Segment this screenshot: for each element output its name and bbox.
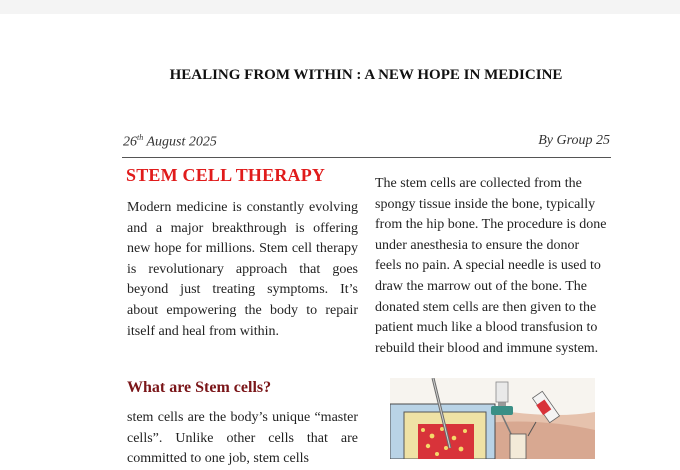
article-date	[123, 133, 217, 151]
section-heading-what-are-stem-cells: What are Stem cells?	[127, 379, 272, 396]
article-title: HEALING FROM WITHIN : A NEW HOPE IN MEDICINE	[169, 67, 563, 83]
date-rest: August 2025	[143, 134, 217, 150]
bone-marrow-illustration	[390, 378, 595, 459]
date-suffix: th	[137, 133, 144, 142]
article-byline: By Group 25	[538, 133, 610, 148]
page-top-margin	[0, 0, 680, 14]
bone-marrow-drawing	[390, 378, 595, 459]
stem-cells-paragraph: stem cells are the body’s unique “master cells”. Unlike other cells that are committed to one job, stem cells	[127, 410, 358, 467]
header-divider	[122, 157, 611, 158]
intro-paragraph: Modern medicine is constantly evolving and a major breakthrough is offering new hope for millions. Stem cell therapy is revolutionary approach that goes beyond just treating symptoms. It’s about empowering the body to repair itself and heal from within.	[127, 200, 358, 339]
collection-paragraph: The stem cells are collected from the spongy tissue inside the bone, typically from the hip bone. The procedure is done under anesthesia to ensure the donor feels no pain. A special needle is used to draw the marrow out of the bone. The donated stem cells are then given to the patient much like a blood transfusion to rebuild their blood and immune system.	[375, 176, 607, 356]
section-heading-stem-cell-therapy: STEM CELL THERAPY	[126, 165, 326, 185]
date-day: 26	[123, 134, 137, 150]
